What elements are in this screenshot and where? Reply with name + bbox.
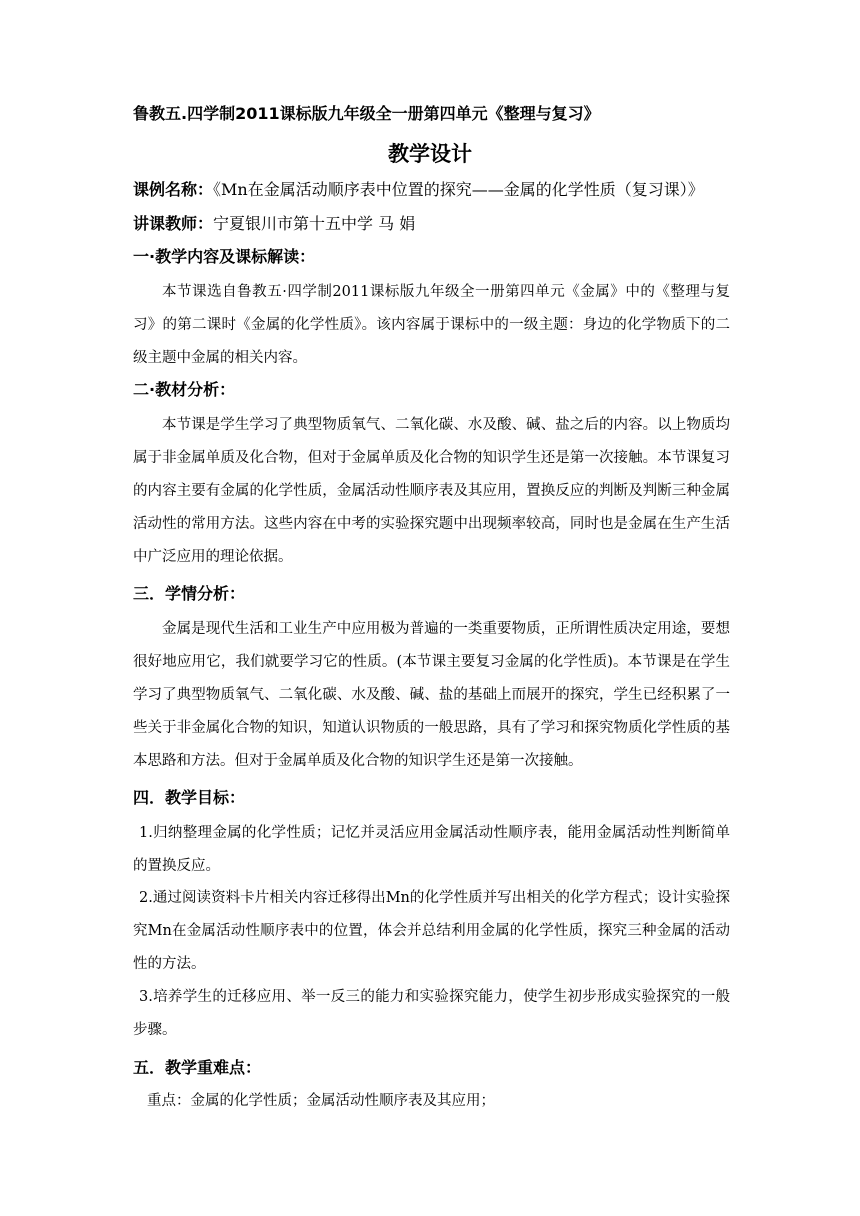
- teacher-line: [133, 214, 733, 234]
- section-heading-2: 二·教材分析：: [133, 380, 236, 399]
- section-heading-3: 三．学情分析：: [133, 584, 246, 603]
- document-header: 鲁教五.四学制2011课标版九年级全一册第四单元《整理与复习》: [133, 104, 600, 123]
- section-text-1: 本节课选自鲁教五·四学制2011课标版九年级全一册第四单元《金属》中的《整理与复习》的第二课时《金属的化学性质》。该内容属于课标中的一级主题：身边的化学物质下的二级主题中金属的相关内容。: [133, 284, 730, 366]
- objective-item-3: 3.培养学生的迁移应用、举一反三的能力和实验探究能力，使学生初步形成实验探究的一般步骤。: [133, 989, 730, 1038]
- objective-item-1: 1.归纳整理金属的化学性质；记忆并灵活应用金属活动性顺序表，能用金属活动性判断简单的置换反应。: [133, 825, 730, 874]
- teacher-value: 宁夏银川市第十五中学 马 娟: [213, 214, 416, 233]
- objective-item-2: 2.通过阅读资料卡片相关内容迁移得出Mn的化学性质并写出相关的化学方程式；设计实验探究Mn在金属活动性顺序表中的位置，体会并总结利用金属的化学性质，探究三种金属的活动性的方法。: [133, 890, 730, 972]
- course-name-line: [133, 180, 733, 200]
- page-title: 教学设计: [388, 142, 472, 166]
- course-name-label: 课例名称：: [133, 180, 214, 199]
- course-name-value: 《Mn在金属活动顺序表中位置的探究——金属的化学性质（复习课）》: [213, 180, 704, 199]
- section-heading-5: 五．教学重难点：: [133, 1058, 262, 1077]
- section-text-3: 金属是现代生活和工业生产中应用极为普遍的一类重要物质，正所谓性质决定用途，要想很好地应用它，我们就要学习它的性质。(本节课主要复习金属的化学性质)。本节课是在学生学习了典型物质氧气、二氧化碳、水及酸、碱、盐的基础上而展开的探究，学生已经积累了一些关于非金属化合物的知识，知道认识物质的一般思路，具有了学习和探究物质化学性质的基本思路和方法。但对于金属单质及化合物的知识学生还是第一次接触。: [133, 621, 730, 769]
- section-heading-1: 一·教学内容及课标解读：: [133, 247, 316, 266]
- teacher-label: 讲课教师：: [133, 214, 214, 233]
- section-text-5: 重点：金属的化学性质；金属活动性顺序表及其应用；: [147, 1093, 495, 1109]
- section-text-2: 本节课是学生学习了典型物质氧气、二氧化碳、水及酸、碱、盐之后的内容。以上物质均属于非金属单质及化合物，但对于金属单质及化合物的知识学生还是第一次接触。本节课复习的内容主要有金属的化学性质，金属活动性顺序表及其应用，置换反应的判断及判断三种金属活动性的常用方法。这些内容在中考的实验探究题中出现频率较高，同时也是金属在生产生活中广泛应用的理论依据。: [133, 417, 730, 565]
- section-heading-4: 四．教学目标：: [133, 788, 246, 807]
